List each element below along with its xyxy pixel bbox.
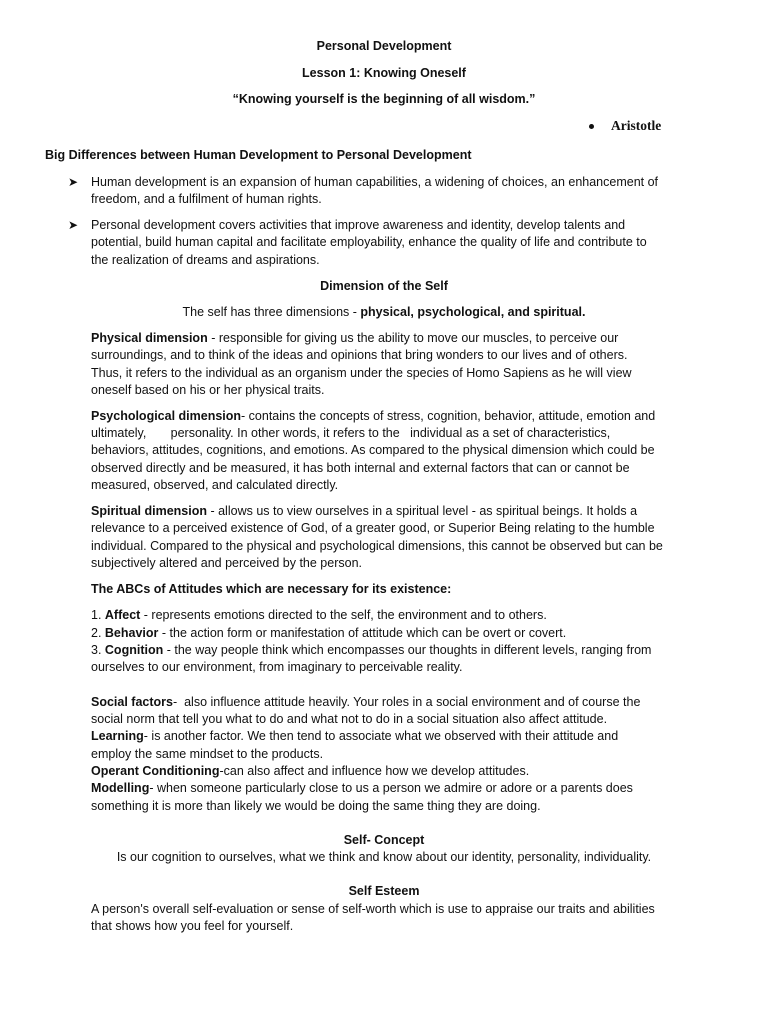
psychological-line-2: ultimately, personality. In other words, it refers to the individual as a set of characteristics, [91,426,611,440]
spiritual-term: Spiritual dimension [91,504,207,518]
physical-line-1: Physical dimension - responsible for giving us the ability to move our muscles, to perceive our [91,331,619,345]
learning-line-1: Learning- is another factor. We then tend to associate what we observed with their attitude and [91,729,619,743]
quote: “Knowing yourself is the beginning of all wisdom.” [232,92,536,106]
difference-item-1-line-1: Human development is an expansion of human capabilities, a widening of choices, an enhancement of [91,175,659,189]
spiritual-line-4: subjectively altered and perceived by the person. [91,556,362,570]
differences-heading: Big Differences between Human Development to Personal Development [45,148,472,162]
abc-item-cognition-cont: ourselves to our environment, from imaginary to perceivable reality. [91,660,463,674]
abc-item-cognition: 3. Cognition - the way people think which encompasses our thoughts in different levels, ranging from [91,643,652,657]
abcs-heading: The ABCs of Attitudes which are necessary for its existence: [91,582,452,596]
physical-line-4: oneself based on his or her physical traits. [91,383,325,397]
dimension-heading: Dimension of the Self [320,279,448,293]
document-title: Personal Development [316,39,452,53]
dimension-intro: The self has three dimensions - physical, psychological, and spiritual. [182,305,586,319]
physical-term: Physical dimension [91,331,208,345]
social-factors-line-1: Social factors- also influence attitude heavily. Your roles in a social environment and of course the [91,695,641,709]
abc-item-behavior: 2. Behavior - the action form or manifestation of attitude which can be overt or covert. [91,626,567,640]
psychological-line-1: Psychological dimension- contains the concepts of stress, cognition, behavior, attitude, emotion and [91,409,656,423]
operant-line-1: Operant Conditioning-can also affect and influence how we develop attitudes. [91,764,530,778]
learning-term: Learning [91,729,144,743]
difference-item-2-line-1: Personal development covers activities that improve awareness and identity, develop talents and [91,218,626,232]
social-factors-line-2: social norm that tell you what to do and what not to do in a social situation also affect attitude. [91,712,608,726]
self-esteem-heading: Self Esteem [348,884,420,898]
arrowhead-bullet-icon: ➤ [68,218,79,232]
social-factors-term: Social factors [91,695,173,709]
physical-line-2: surroundings, and to think of the ideas and opinions that bring wonders to our lives and of others. [91,348,628,362]
self-esteem-line-2: that shows how you feel for yourself. [91,919,294,933]
self-concept-text: Is our cognition to ourselves, what we think and know about our identity, personality, individuality. [116,850,652,864]
psychological-line-5: measured, observed, and calculated directly. [91,478,339,492]
lesson-title: Lesson 1: Knowing Oneself [302,66,466,80]
self-concept-heading: Self- Concept [343,833,425,847]
psychological-term: Psychological dimension [91,409,242,423]
physical-line-3: Thus, it refers to the individual as an organism under the species of Homo Sapiens as he will view [91,366,632,380]
arrowhead-bullet-icon: ➤ [68,175,79,189]
difference-item-2-line-3: the realization of dreams and aspirations. [91,253,320,267]
psychological-line-4: observed directly and be measured, it has both internal and external factors that can or cannot be [91,461,630,475]
spiritual-line-2: relevance to a perceived existence of God, of a greater good, or Superior Being relating to the humble [91,521,655,535]
learning-line-2: employ the same mindset to the products. [91,747,324,761]
abc-item-affect: 1. Affect - represents emotions directed to the self, the environment and to others. [91,608,547,622]
operant-term: Operant Conditioning [91,764,220,778]
psychological-line-3: behaviors, attitudes, cognitions, and emotions. As compared to the physical dimension which could be [91,443,655,457]
modelling-line-2: something it is more than likely we would be doing the same thing they are doing. [91,799,541,813]
spiritual-line-1: Spiritual dimension - allows us to view ourselves in a spiritual level - as spiritual beings. It holds a [91,504,638,518]
modelling-term: Modelling [91,781,150,795]
bullet-icon [589,124,594,129]
quote-author: Aristotle [611,118,662,133]
modelling-line-1: Modelling- when someone particularly close to us a person we admire or adore or a parents does [91,781,633,795]
difference-item-1-line-2: freedom, and a fulfilment of human rights. [91,192,322,206]
difference-item-2-line-2: potential, build human capital and facilitate employability, enhance the quality of life and contribute to [91,235,647,249]
spiritual-line-3: individual. Compared to the physical and psychological dimensions, this cannot be observed but can be [91,539,663,553]
self-esteem-line-1: A person's overall self-evaluation or sense of self-worth which is use to appraise our traits and abilities [91,902,655,916]
